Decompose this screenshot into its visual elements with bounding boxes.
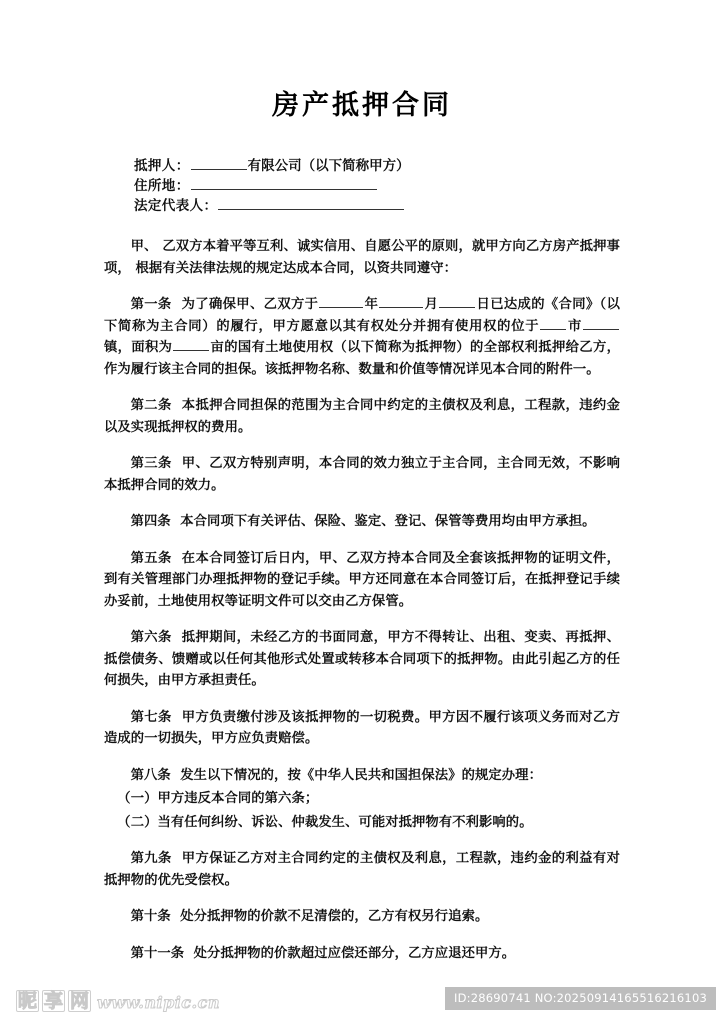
article-1-seg-2: 年: [364, 297, 379, 312]
article-1-paragraph: [104, 294, 620, 380]
article-9-label: 第九条: [130, 851, 172, 866]
article-8-subitem-1: （一）甲方违反本合同的第六条；: [117, 791, 319, 806]
article-10-paragraph: [104, 906, 620, 928]
document-body: [0, 236, 724, 964]
article-1-seg-1: 为了确保甲、乙双方于: [181, 297, 319, 312]
nipic-logo-char-1: 昵: [18, 990, 38, 1012]
party-information-block: [0, 156, 724, 216]
year-field[interactable]: [319, 295, 363, 308]
image-id-badge: ID:28690741 NO:20250914165516216103: [445, 987, 716, 1010]
article-3-label: 第三条: [130, 456, 172, 471]
article-5-label: 第五条: [130, 550, 172, 566]
article-9-text: 甲方保证乙方对主合同约定的主债权及利息，工程款，违约金的利益有对抵押物的优先受偿权。: [104, 851, 620, 888]
article-4-label: 第四条: [130, 514, 171, 529]
article-10-text: 处分抵押物的价款不足清偿的，乙方有权另行追索。: [180, 909, 489, 924]
article-7-paragraph: [104, 707, 620, 750]
nipic-watermark-logo: [16, 990, 220, 1012]
article-5-paragraph: [104, 548, 620, 613]
mortgagor-name-field[interactable]: [191, 156, 247, 170]
article-1-seg-7: 亩的国有土地使用权（以下简称为抵押物）的全部权利抵押给乙方，作为履行该主合同的担保。该抵押物名称、数量和价值等情况详见本合同的附件一。: [104, 340, 621, 377]
footer-watermark-bar: [0, 964, 724, 1024]
nipic-logo-char-3: 网: [70, 990, 90, 1012]
article-8-label: 第八条: [130, 767, 171, 783]
article-8-paragraph: [104, 765, 620, 787]
nipic-logo-char-2: 享: [44, 990, 64, 1012]
day-field[interactable]: [439, 295, 475, 308]
nipic-website-url: www.nipic.cn: [97, 993, 220, 1012]
address-field[interactable]: [191, 176, 377, 190]
article-4-paragraph: [104, 511, 620, 533]
article-2-text: 本抵押合同担保的范围为主合同中约定的主债权及利息，工程款，违约金以及实现抵押权的费用。: [104, 398, 620, 435]
article-2-label: 第二条: [130, 398, 172, 413]
article-3-text: 甲、乙双方特别声明，本合同的效力独立于主合同，主合同无效，不影响本抵押合同的效力。: [104, 456, 620, 493]
article-1-label: 第一条: [130, 297, 172, 312]
article-1-seg-6: 镇，面积为: [104, 340, 173, 355]
article-8-subitem-2: （二）当有任何纠纷、诉讼、仲裁发生、可能对抵押物有不利影响的。: [117, 814, 533, 830]
article-1-seg-3: 月: [424, 297, 439, 312]
article-7-label: 第七条: [130, 709, 172, 725]
legal-representative-line: [134, 196, 620, 216]
legal-representative-field[interactable]: [218, 196, 404, 210]
mortgagor-line: [134, 156, 620, 176]
article-6-paragraph: [104, 627, 620, 692]
article-6-label: 第六条: [130, 630, 172, 645]
article-8-text: 发生以下情况的，按《中华人民共和国担保法》的规定办理：: [180, 767, 542, 783]
city-field[interactable]: [540, 317, 566, 330]
article-1-seg-4: 日已达成的《合同》（以下简称为主合同）的履行，甲方愿意以其有权处分并拥有使用权的位于: [104, 297, 620, 334]
town-field[interactable]: [583, 317, 619, 330]
article-6-text: 抵押期间，未经乙方的书面同意，甲方不得转让、出租、变卖、再抵押、抵偿债务、馈赠或以任何其他形式处置或转移本合同项下的抵押物。由此引起乙方的任何损失，由甲方承担责任。: [104, 630, 620, 688]
article-2-paragraph: [104, 395, 620, 438]
article-11-paragraph: [104, 943, 620, 965]
page-title: 房产抵押合同: [272, 90, 452, 121]
address-label: 住所地：: [134, 178, 190, 194]
article-11-label: 第十一条: [130, 945, 185, 961]
legal-representative-label: 法定代表人：: [134, 198, 218, 214]
address-line: [134, 176, 620, 196]
article-5-text: 在本合同签订后日内，甲、乙双方持本合同及全套该抵押物的证明文件，到有关管理部门办理抵押物的登记手续。甲方还同意在本合同签订后，在抵押登记手续办妥前，土地使用权等证明文件可以交由乙方保管。: [104, 550, 620, 609]
article-9-paragraph: [104, 848, 620, 891]
article-4-text: 本合同项下有关评估、保险、鉴定、登记、保管等费用均由甲方承担。: [180, 514, 596, 529]
nipic-logo-characters: [16, 990, 91, 1012]
mortgagor-suffix: 有限公司（以下简称甲方）: [247, 158, 410, 174]
month-field[interactable]: [379, 295, 423, 308]
mortgagor-label: 抵押人：: [134, 158, 190, 174]
area-field[interactable]: [173, 338, 209, 351]
article-3-paragraph: [104, 453, 620, 496]
preamble-paragraph: 甲、 乙双方本着平等互利、诚实信用、自愿公平的原则，就甲方向乙方房产抵押事项， 根据有关法律法规的规定达成本合同，以资共同遵守：: [104, 239, 620, 276]
article-1-seg-5: 市: [567, 318, 582, 334]
article-11-text: 处分抵押物的价款超过应偿还部分，乙方应退还甲方。: [193, 945, 516, 961]
article-10-label: 第十条: [130, 909, 171, 924]
article-7-text: 甲方负责缴付涉及该抵押物的一切税费。甲方因不履行该项义务而对乙方造成的一切损失，甲方应负责赔偿。: [104, 709, 620, 746]
